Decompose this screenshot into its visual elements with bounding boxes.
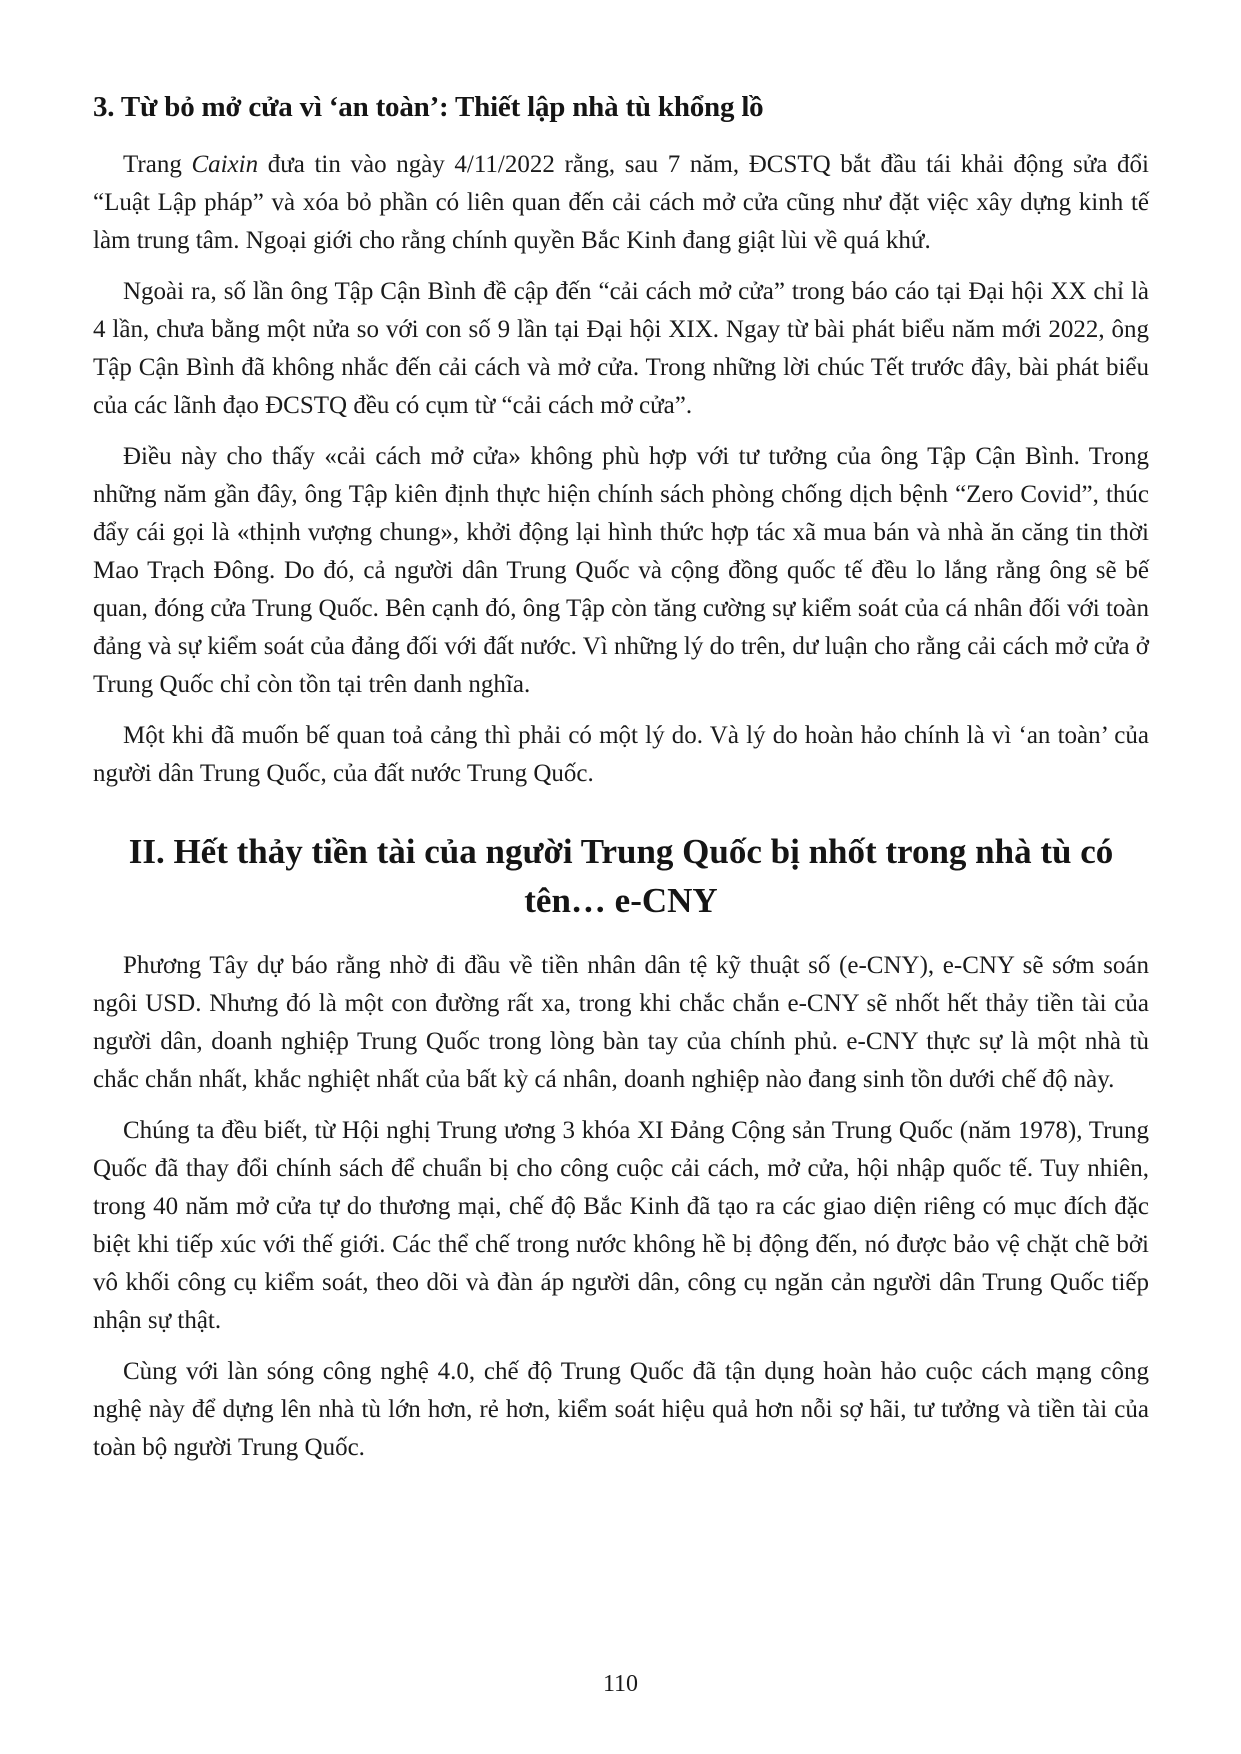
section-3-paragraph-2: Ngoài ra, số lần ông Tập Cận Bình đề cập đến “cải cách mở cửa” trong báo cáo tại Đại hội XX chỉ là 4 lần, chưa bằng một nửa so với con số 9 lần tại Đại hội XIX. Ngay từ bài phát biểu năm mới 2022, ông Tập Cận Bình đã không nhắc đến cải cách và mở cửa. Trong những lời chúc Tết trước đây, bài phát biểu của các lãnh đạo ĐCSTQ đều có cụm từ “cải cách mở cửa”.	[93, 278, 1149, 419]
section-3-paragraph-3: Điều này cho thấy «cải cách mở cửa» không phù hợp với tư tưởng của ông Tập Cận Bình. Trong những năm gần đây, ông Tập kiên định thực hiện chính sách phòng chống dịch bệnh “Zero Covid”, thúc đẩy cái gọi là «thịnh vượng chung», khởi động lại hình thức hợp tác xã mua bán và nhà ăn căng tin thời Mao Trạch Đông. Do đó, cả người dân Trung Quốc và cộng đồng quốc tế đều lo lắng rằng ông sẽ bế quan, đóng cửa Trung Quốc. Bên cạnh đó, ông Tập còn tăng cường sự kiểm soát của cá nhân đối với toàn đảng và sự kiểm soát của đảng đối với đất nước. Vì những lý do trên, dư luận cho rằng cải cách mở cửa ở Trung Quốc chỉ còn tồn tại trên danh nghĩa.	[93, 443, 1149, 698]
caixin-source-name: Caixin	[191, 151, 259, 178]
page-content	[93, 88, 1149, 1467]
section-2-paragraph-2: Chúng ta đều biết, từ Hội nghị Trung ương 3 khóa XI Đảng Cộng sản Trung Quốc (năm 1978), Trung Quốc đã thay đổi chính sách để chuẩn bị cho công cuộc cải cách, mở cửa, hội nhập quốc tế. Tuy nhiên, trong 40 năm mở cửa tự do thương mại, chế độ Bắc Kinh đã tạo ra các giao diện riêng có mục đích đặc biệt khi tiếp xúc với thế giới. Các thể chế trong nước không hề bị động đến, nó được bảo vệ chặt chẽ bởi vô khối công cụ kiểm soát, theo dõi và đàn áp người dân, công cụ ngăn cản người dân Trung Quốc tiếp nhận sự thật.	[93, 1117, 1149, 1334]
section-2-chapter-heading: II. Hết thảy tiền tài của người Trung Quốc bị nhốt trong nhà tù có tên… e-CNY	[128, 832, 1114, 920]
section-3-paragraph-1	[93, 146, 1149, 260]
page-number: 110	[602, 1671, 639, 1697]
section-2-paragraph-3: Cùng với làn sóng công nghệ 4.0, chế độ Trung Quốc đã tận dụng hoàn hảo cuộc cách mạng công nghệ này để dựng lên nhà tù lớn hơn, rẻ hơn, kiểm soát hiệu quả hơn nỗi sợ hãi, tư tưởng và tiền tài của toàn bộ người Trung Quốc.	[93, 1358, 1149, 1461]
paragraph-text: đưa tin vào ngày 4/11/2022 rằng, sau 7 năm, ĐCSTQ bắt đầu tái khải động sửa đổi “Luật Lập pháp” và xóa bỏ phần có liên quan đến cải cách mở cửa cũng như đặt việc xây dựng kinh tế làm trung tâm. Ngoại giới cho rằng chính quyền Bắc Kinh đang giật lùi về quá khứ.	[93, 151, 1149, 254]
section-2-paragraph-1: Phương Tây dự báo rằng nhờ đi đầu về tiền nhân dân tệ kỹ thuật số (e-CNY), e-CNY sẽ sớm soán ngôi USD. Nhưng đó là một con đường rất xa, trong khi chắc chắn e-CNY sẽ nhốt hết thảy tiền tài của người dân, doanh nghiệp Trung Quốc trong lòng bàn tay của chính phủ. e-CNY thực sự là một nhà tù chắc chắn nhất, khắc nghiệt nhất của bất kỳ cá nhân, doanh nghiệp nào đang sinh tồn dưới chế độ này.	[93, 952, 1149, 1093]
section-3-paragraph-4: Một khi đã muốn bế quan toả cảng thì phải có một lý do. Và lý do hoàn hảo chính là vì ‘an toàn’ của người dân Trung Quốc, của đất nước Trung Quốc.	[93, 722, 1149, 787]
section-3-heading: 3. Từ bỏ mở cửa vì ‘an toàn’: Thiết lập nhà tù khổng lồ	[93, 91, 764, 123]
paragraph-text: Trang	[123, 151, 192, 178]
